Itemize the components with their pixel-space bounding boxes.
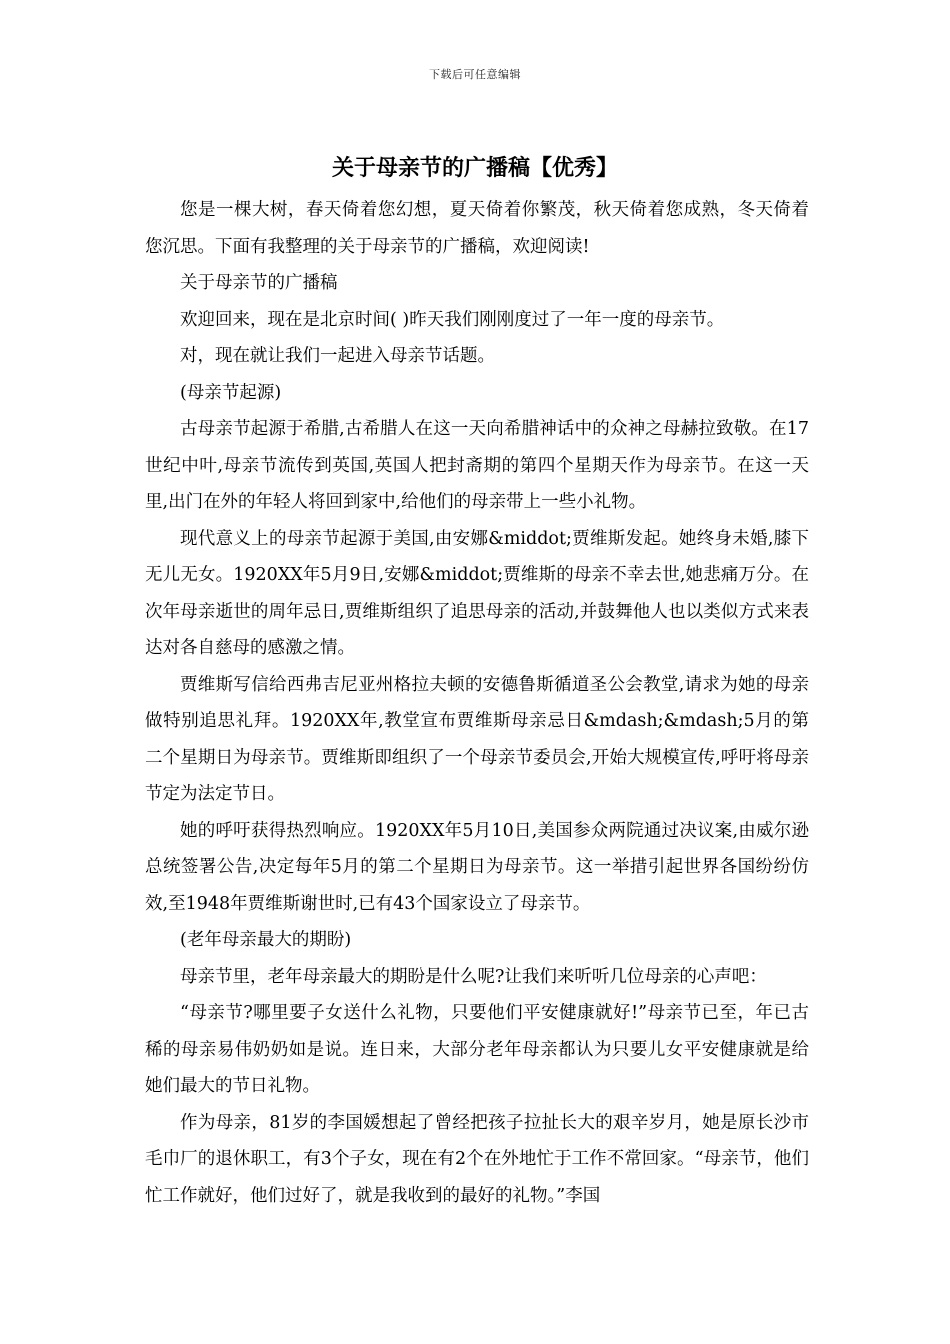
paragraph-subtitle: 关于母亲节的广播稿: [180, 273, 338, 293]
paragraph-origin-usa: 现代意义上的母亲节起源于美国,由安娜&middot;贾维斯发起。她终身未婚,膝下无儿无女。1920XX年5月9日,安娜&middot;贾维斯的母亲不幸去世,她悲痛万分。在次年母亲逝世的周年忌日,贾维斯组织了追思母亲的活动,并鼓舞他人也以类似方式来表达对各自慈母的感激之情。: [145, 528, 809, 658]
paragraph-intro: 您是一棵大树，春天倚着您幻想，夏天倚着你繁茂，秋天倚着您成熟，冬天倚着您沉思。下面有我整理的关于母亲节的广播稿，欢迎阅读!: [145, 200, 809, 257]
paragraph-church-letter: 贾维斯写信给西弗吉尼亚州格拉夫顿的安德鲁斯循道圣公会教堂,请求为她的母亲做特别追思礼拜。1920XX年,教堂宣布贾维斯母亲忌日&mdash;&mdash;5月的第二个星期日为母亲节。贾维斯即组织了一个母亲节委员会,开始大规模宣传,呼吁将母亲节定为法定节日。: [145, 674, 809, 804]
paragraph-welcome: 欢迎回来，现在是北京时间( )昨天我们刚刚度过了一年一度的母亲节。: [180, 309, 725, 330]
paragraph-topic: 对，现在就让我们一起进入母亲节话题。: [180, 346, 495, 366]
paragraph-quote-yi: “母亲节?哪里要子女送什么礼物，只要他们平安健康就好!”母亲节已至，年已古稀的母亲易伟奶奶如是说。连日来，大部分老年母亲都认为只要儿女平安健康就是给她们最大的节日礼物。: [145, 1003, 809, 1096]
section-heading-expectation: (老年母亲最大的期盼): [180, 930, 352, 950]
paragraph-li-guoyuan: 作为母亲，81岁的李国媛想起了曾经把孩子拉扯长大的艰辛岁月，她是原长沙市毛巾厂的退休职工，有3个子女，现在有2个在外地忙于工作不常回家。“母亲节，他们忙工作就好，他们过好了，就是我收到的最好的礼物。”李国: [145, 1112, 809, 1206]
section-heading-origin: (母亲节起源): [180, 382, 282, 403]
document-title: 关于母亲节的广播稿【优秀】: [331, 155, 618, 181]
document-body: [145, 192, 809, 1214]
paragraph-origin-greece: 古母亲节起源于希腊,古希腊人在这一天向希腊神话中的众神之母赫拉致敬。在17世纪中叶,母亲节流传到英国,英国人把封斋期的第四个星期天作为母亲节。在这一天里,出门在外的年轻人将回到家中,给他们的母亲带上一些小礼物。: [145, 419, 809, 512]
paragraph-congress: 她的呼吁获得热烈响应。1920XX年5月10日,美国参众两院通过决议案,由威尔逊总统签署公告,决定每年5月的第二个星期日为母亲节。这一举措引起世界各国纷纷仿效,至1948年贾维斯谢世时,已有43个国家设立了母亲节。: [145, 820, 809, 914]
paragraph-question: 母亲节里，老年母亲最大的期盼是什么呢?让我们来听听几位母亲的心声吧：: [180, 966, 767, 987]
page-header-note: 下载后可任意编辑: [429, 68, 521, 81]
